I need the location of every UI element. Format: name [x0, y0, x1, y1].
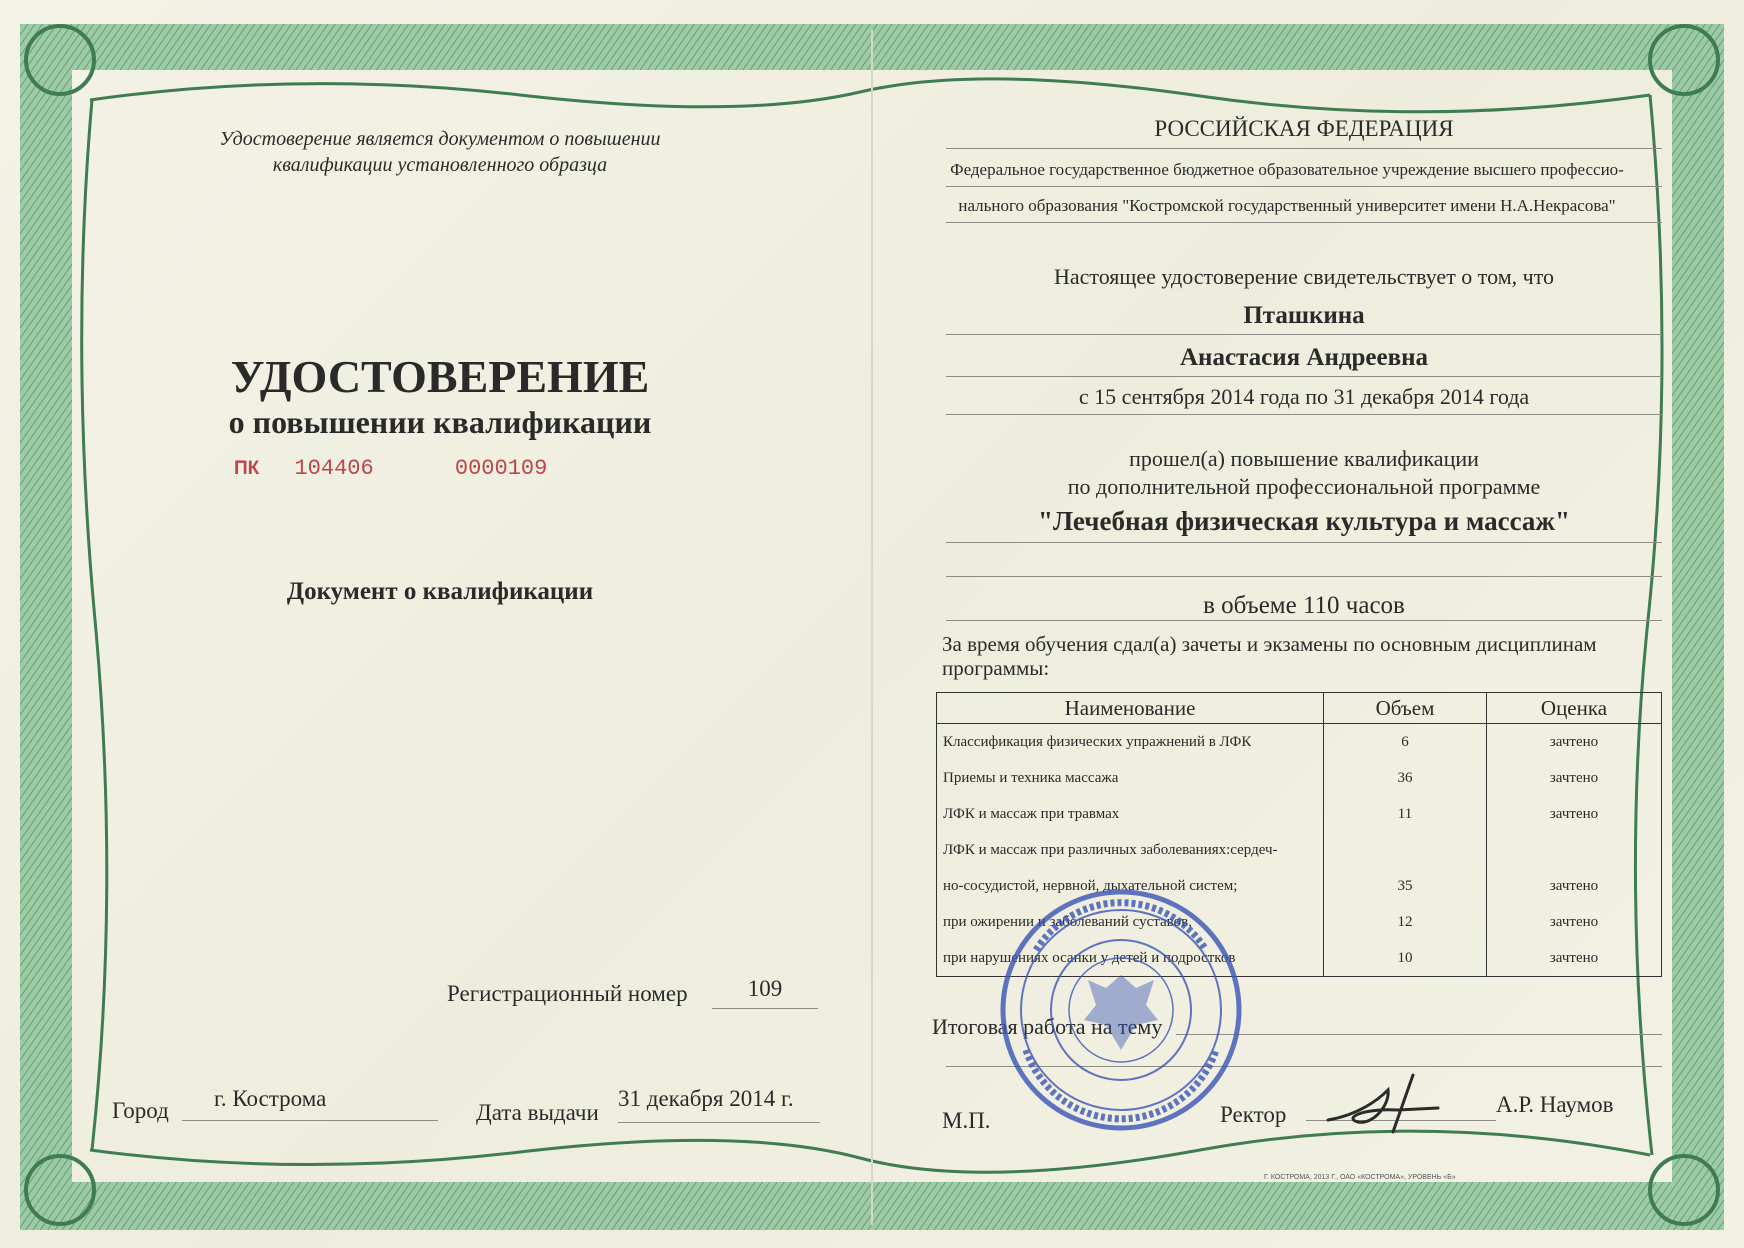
subject-grade: зачтено	[1487, 904, 1662, 940]
program-name: "Лечебная физическая культура и массаж"	[1038, 506, 1570, 536]
left-note-line1: Удостоверение является документом о повышении	[219, 128, 661, 150]
subject-grade: зачтено	[1487, 796, 1662, 832]
subject-name: но-сосудистой, нервной, дыхательной систем;	[937, 868, 1324, 904]
subject-hours: 10	[1324, 940, 1487, 977]
institution-line1: Федеральное государственное бюджетное образовательное учреждение высшего профессио-	[950, 160, 1624, 179]
left-note	[160, 126, 720, 178]
subject-name: при ожирении и заболеваний суставов,	[937, 904, 1324, 940]
table-row	[937, 724, 1662, 761]
surname-rule	[946, 334, 1662, 335]
institution-rule1	[946, 186, 1662, 187]
subject-hours: 35	[1324, 868, 1487, 904]
date-rule	[618, 1122, 820, 1123]
certificate-subtitle: о повышении квалификации	[228, 404, 652, 440]
city-value: г. Кострома	[214, 1086, 327, 1111]
subject-hours: 11	[1324, 796, 1487, 832]
reg-value: 109	[747, 976, 783, 1001]
exams-line2: программы:	[942, 656, 1050, 680]
reg-rule	[712, 1008, 818, 1009]
city-rule	[182, 1120, 438, 1121]
surname: Пташкина	[1243, 302, 1365, 329]
subject-hours: 6	[1324, 724, 1487, 761]
institution-line2: нального образования "Костромской государственный университет имени Н.А.Некрасова"	[958, 196, 1616, 215]
document-number: 0000109	[454, 456, 548, 481]
printer-note: Г. КОСТРОМА, 2013 Г., ОАО «КОСТРОМА», УРОВЕНЬ «Б»	[1264, 1174, 1456, 1181]
program-intro: по дополнительной профессиональной программе	[1067, 474, 1541, 499]
rector-label: Ректор	[1220, 1102, 1287, 1127]
series-block	[234, 456, 547, 481]
given-names: Анастасия Андреевна	[1179, 344, 1429, 371]
rector-signature	[1318, 1070, 1458, 1140]
subject-grade: зачтено	[1487, 724, 1662, 761]
period-rule	[946, 414, 1662, 415]
subject-grade: зачтено	[1487, 940, 1662, 977]
final-work-rule	[1176, 1034, 1662, 1035]
volume-rule	[946, 620, 1662, 621]
reg-label: Регистрационный номер	[447, 981, 688, 1006]
program-rule1	[946, 542, 1662, 543]
certifies-text: Настоящее удостоверение свидетельствует о том, что	[1053, 264, 1555, 289]
country: РОССИЙСКАЯ ФЕДЕРАЦИЯ	[1154, 116, 1454, 141]
subject-hours: 12	[1324, 904, 1487, 940]
header-hours: Объем	[1324, 693, 1487, 724]
subject-name: Классификация физических упражнений в ЛФК	[937, 724, 1324, 761]
header-name: Наименование	[937, 693, 1324, 724]
table-row	[937, 796, 1662, 832]
program-rule2	[946, 576, 1662, 577]
subject-hours	[1324, 832, 1487, 868]
country-rule	[946, 148, 1662, 149]
official-stamp	[996, 880, 1246, 1140]
table-row	[937, 760, 1662, 796]
subject-name: Приемы и техника массажа	[937, 760, 1324, 796]
date-value: 31 декабря 2014 г.	[618, 1086, 794, 1111]
subject-name: при нарушениях осанки у детей и подростков	[937, 940, 1324, 977]
table-row	[937, 832, 1662, 868]
doc-type: Документ о квалификации	[286, 578, 594, 605]
subject-hours: 36	[1324, 760, 1487, 796]
series-prefix: ПК	[234, 458, 260, 479]
given-names-rule	[946, 376, 1662, 377]
final-work-label: Итоговая работа на тему	[932, 1014, 1163, 1039]
exams-line1: За время обучения сдал(а) зачеты и экзамены по основным дисциплинам	[942, 632, 1597, 656]
subject-grade: зачтено	[1487, 868, 1662, 904]
city-label: Город	[112, 1098, 169, 1123]
stamp-place-label: М.П.	[942, 1108, 991, 1133]
hours-volume: в объеме 110 часов	[1203, 592, 1405, 619]
study-period: с 15 сентября 2014 года по 31 декабря 2014 года	[1078, 384, 1530, 409]
series-number: 104406	[294, 456, 374, 481]
subject-name: ЛФК и массаж при травмах	[937, 796, 1324, 832]
passed-text: прошел(а) повышение квалификации	[1129, 446, 1479, 471]
certificate-title: УДОСТОВЕРЕНИЕ	[230, 351, 650, 402]
header-grade: Оценка	[1487, 693, 1662, 724]
subject-name: ЛФК и массаж при различных заболеваниях:сердеч-	[937, 832, 1324, 868]
subjects-header-row	[937, 693, 1662, 724]
subject-grade: зачтено	[1487, 760, 1662, 796]
subject-grade	[1487, 832, 1662, 868]
rector-name: А.Р. Наумов	[1496, 1092, 1614, 1117]
date-label: Дата выдачи	[476, 1100, 599, 1125]
left-note-line2: квалификации установленного образца	[272, 154, 608, 176]
institution-rule2	[946, 222, 1662, 223]
